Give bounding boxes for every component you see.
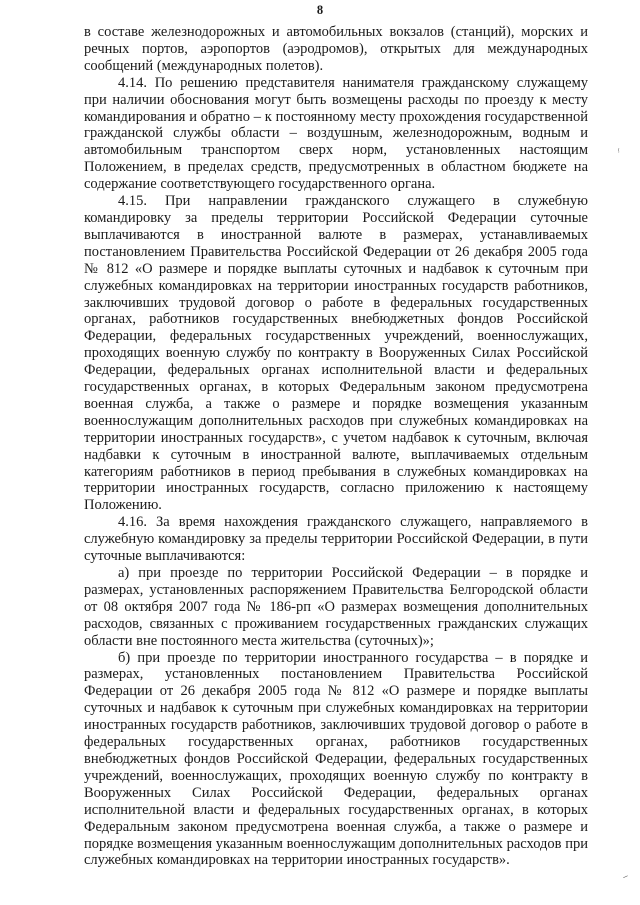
page-number: 8 (316, 3, 324, 17)
paragraph-4-14: 4.14. По решению представителя нанимателя гражданскому служащему при наличии обоснования могут быть возмещены расходы по проезду к месту командирования и обратно – к постоянному месту прохождения государственной гражданской службы области – воздушным, железнодорожным, водным и автомобильным транспортом сверх норм, установленных настоящим Положением, в пределах средств, предусмотренных в областном бюджете на содержание соответствующего государственного органа. (84, 74, 588, 193)
paragraph-4-16: 4.16. За время нахождения гражданского служащего, направляемого в служебную командировку за пределы территории Российской Федерации, в пути суточные выплачиваются: (84, 514, 588, 565)
document-body (84, 24, 588, 869)
paragraph-continuation: в составе железнодорожных и автомобильных вокзалов (станций), морских и речных портов, аэропортов (аэродромов), открытых для международных сообщений (международных полетов). (84, 24, 588, 74)
scan-speck-mark: ᵎ (618, 146, 620, 157)
paragraph-4-16-a: а) при проезде по территории Российской Федерации – в порядке и размерах, установленных распоряжением Правительства Белгородской области от 08 октября 2007 года № 186-рп «О размерах возмещения дополнительных расходов, связанных с проживанием государственных гражданских служащих области вне постоянного места жительства (суточных)»; (84, 565, 588, 649)
paragraph-4-15: 4.15. При направлении гражданского служащего в служебную командировку за пределы территории Российской Федерации суточные выплачиваются в иностранной валюте в размерах, устанавливаемых постановлением Правительства Российской Федерации от 26 декабря 2005 года № 812 «О размере и порядке выплаты суточных и надбавок к суточным при служебных командировках на территории иностранных государств работников, заключивших трудовой договор о работе в федеральных государственных органах, работников государственных внебюджетных фондов Российской Федерации, федеральных государственных учреждений, военнослужащих, проходящих военную службу по контракту в Вооруженных Силах Российской Федерации, федеральных органах исполнительной власти и федеральных государственных органах, в которых Федеральным законом предусмотрена военная служба, а также о размере и порядке возмещения указанным военнослужащим дополнительных расходов при служебных командировках на территории иностранных государств», с учетом надбавок к суточным, включая надбавки к суточным в иностранной валюте, выплачиваемых отдельным категориям работников в период пребывания в служебных командировках на территории иностранных государств, согласно приложению к настоящему Положению. (84, 193, 588, 514)
scan-corner-mark: ⸝ (621, 869, 631, 882)
paragraph-4-16-b: б) при проезде по территории иностранного государства – в порядке и размерах, установленных постановлением Правительства Российской Федерации от 26 декабря 2005 года № 812 «О размере и порядке выплаты суточных и надбавок к суточным при служебных командировках на территории иностранных государств работников, заключивших трудовой договор о работе в федеральных государственных органах, работников государственных внебюджетных фондов Российской Федерации, федеральных государственных учреждений, военнослужащих, проходящих военную службу по контракту в Вооруженных Силах Российской Федерации, федеральных органах исполнительной власти и федеральных государственных органах, в которых Федеральным законом предусмотрена военная служба, а также о размере и порядке возмещения указанным военнослужащим дополнительных расходов при служебных командировках на территории иностранных государств». (84, 649, 588, 869)
